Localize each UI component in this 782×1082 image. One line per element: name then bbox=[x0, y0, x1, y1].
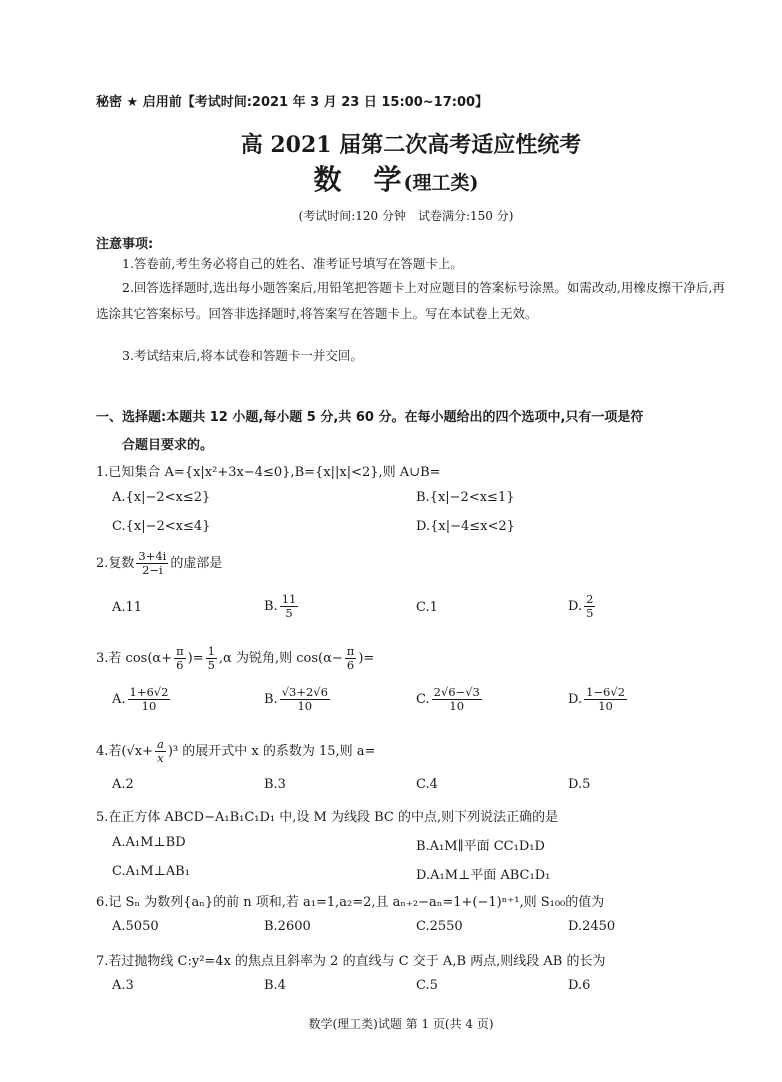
q3-frac-3 bbox=[345, 645, 357, 672]
q2-d-den: 5 bbox=[586, 606, 594, 620]
q3-a-frac bbox=[128, 686, 171, 713]
q3-b-frac bbox=[280, 686, 330, 713]
q1-option-d: D.{x|−4≤x<2} bbox=[416, 519, 515, 534]
q2-pre: 2.复数 bbox=[96, 556, 135, 571]
q7-option-c: C.5 bbox=[416, 978, 438, 993]
q7-option-d: D.6 bbox=[568, 978, 591, 993]
q1-option-c: C.{x|−2<x≤4} bbox=[112, 519, 211, 534]
section-line-2: 合题目要求的。 bbox=[122, 438, 214, 453]
q2-option-a: A.11 bbox=[112, 600, 143, 615]
q6-option-c: C.2550 bbox=[416, 919, 463, 934]
q4-option-b: B.3 bbox=[264, 777, 286, 792]
q4-x-var: x bbox=[157, 751, 164, 765]
q3-five: 5 bbox=[207, 658, 215, 672]
question-2-stem bbox=[96, 550, 222, 577]
q4-option-c: C.4 bbox=[416, 777, 438, 792]
q3-one: 1 bbox=[207, 644, 215, 658]
q1-option-b: B.{x|−2<x≤1} bbox=[416, 490, 515, 505]
q3-frac-2 bbox=[206, 645, 217, 672]
question-6-stem: 6.记 Sₙ 为数列{aₙ}的前 n 项和,若 a₁=1,a₂=2,且 aₙ₊₂−aₙ=1+(−1)ⁿ⁺¹,则 S₁₀₀的值为 bbox=[96, 895, 605, 910]
q3-b-pre: B. bbox=[264, 692, 278, 707]
q2-option-d bbox=[568, 593, 597, 620]
question-1-stem: 1.已知集合 A={x|x²+3x−4≤0},B={x||x|<2},则 A∪B= bbox=[96, 465, 441, 480]
q2-b-frac bbox=[280, 593, 299, 620]
q2-d-frac bbox=[584, 593, 595, 620]
q3-c-frac bbox=[432, 686, 482, 713]
q5-option-c: C.A₁M⊥AB₁ bbox=[112, 864, 190, 879]
q3-pi-1: π bbox=[176, 644, 184, 658]
q3-pre: 3.若 cos(α+ bbox=[96, 651, 173, 666]
q3-pi-2: π bbox=[346, 644, 355, 658]
q5-option-a: A.A₁M⊥BD bbox=[112, 835, 186, 850]
q3-a-den: 10 bbox=[141, 699, 157, 713]
q3-d-pre: D. bbox=[568, 692, 583, 707]
q2-den: 2−i bbox=[142, 563, 163, 577]
q6-option-a: A.5050 bbox=[112, 919, 159, 934]
q2-fraction bbox=[136, 550, 168, 577]
q3-frac-1 bbox=[174, 645, 186, 672]
q3-post: ,α 为锐角,则 cos(α− bbox=[218, 651, 343, 666]
question-5-stem: 5.在正方体 ABCD−A₁B₁C₁D₁ 中,设 M 为线段 BC 的中点,则下列说法正确的是 bbox=[96, 810, 559, 825]
subject-name: 数 学 bbox=[313, 163, 404, 196]
q4-a-var: a bbox=[156, 737, 164, 751]
q3-six-2: 6 bbox=[346, 658, 355, 672]
q7-option-b: B.4 bbox=[264, 978, 286, 993]
q3-c-num: 2√6−√3 bbox=[433, 685, 480, 699]
q3-d-frac bbox=[584, 686, 627, 713]
q4-frac bbox=[155, 738, 166, 765]
q2-d-pre: D. bbox=[568, 599, 583, 614]
q2-option-c: C.1 bbox=[416, 600, 438, 615]
secret-line: 秘密 ★ 启用前【考试时间:2021 年 3 月 23 日 15:00~17:00】 bbox=[96, 95, 489, 110]
q3-b-den: 10 bbox=[297, 699, 313, 713]
q4-post: )³ 的展开式中 x 的系数为 15,则 a= bbox=[167, 744, 376, 759]
q4-option-d: D.5 bbox=[568, 777, 591, 792]
exam-title: 高 2021 届第二次高考适应性统考 bbox=[240, 132, 582, 158]
section-heading bbox=[96, 404, 736, 460]
q2-d-num: 2 bbox=[586, 592, 594, 606]
q3-six-1: 6 bbox=[176, 658, 184, 672]
q6-option-b: B.2600 bbox=[264, 919, 311, 934]
question-4-stem bbox=[96, 738, 375, 765]
q2-b-pre: B. bbox=[264, 599, 278, 614]
notice-heading: 注意事项: bbox=[96, 237, 154, 252]
q2-option-b bbox=[264, 593, 300, 620]
q2-post: 的虚部是 bbox=[170, 556, 223, 571]
q3-a-num: 1+6√2 bbox=[129, 685, 169, 699]
q3-option-a bbox=[112, 686, 172, 713]
q6-option-d: D.2450 bbox=[568, 919, 616, 934]
q1-option-a: A.{x|−2<x≤2} bbox=[112, 490, 211, 505]
q3-c-pre: C. bbox=[416, 692, 430, 707]
q2-num: 3+4i bbox=[138, 549, 167, 563]
q5-option-b: B.A₁M∥平面 CC₁D₁D bbox=[416, 839, 545, 854]
q7-option-a: A.3 bbox=[112, 978, 134, 993]
q3-c-den: 10 bbox=[449, 699, 465, 713]
subject-sub: (理工类) bbox=[403, 172, 479, 194]
time-info: (考试时间:120 分钟 试卷满分:150 分) bbox=[298, 209, 514, 223]
notice-item-1: 1.答卷前,考生务必将自己的姓名、准考证号填写在答题卡上。 bbox=[122, 256, 463, 271]
question-7-stem: 7.若过抛物线 C:y²=4x 的焦点且斜率为 2 的直线与 C 交于 A,B 两点,则线段 AB 的长为 bbox=[96, 954, 606, 969]
q2-b-den: 5 bbox=[285, 606, 293, 620]
q3-b-num: √3+2√6 bbox=[281, 685, 328, 699]
notice-item-2: 2.回答选择题时,选出每小题答案后,用铅笔把答题卡上对应题目的答案标号涂黑。如需改动,用橡皮擦干净后,再选涂其它答案标号。回答非选择题时,将答案写在答题卡上。写在本试卷上无效。 bbox=[96, 280, 725, 321]
notice-item-3: 3.考试结束后,将本试卷和答题卡一并交回。 bbox=[122, 348, 363, 363]
q2-b-num: 11 bbox=[281, 592, 297, 606]
q3-option-b bbox=[264, 686, 332, 713]
q3-option-d bbox=[568, 686, 629, 713]
q4-pre: 4.若(√x+ bbox=[96, 744, 153, 759]
page-footer: 数学(理工类)试题 第 1 页(共 4 页) bbox=[308, 1017, 494, 1031]
subject-title bbox=[0, 158, 782, 198]
q3-d-num: 1−6√2 bbox=[586, 685, 626, 699]
question-3-stem bbox=[96, 645, 374, 672]
q5-option-d: D.A₁M⊥平面 ABC₁D₁ bbox=[416, 868, 551, 883]
q3-d-den: 10 bbox=[598, 699, 613, 713]
q3-mid: )= bbox=[187, 651, 204, 666]
q3-end: )= bbox=[358, 651, 375, 666]
q4-option-a: A.2 bbox=[112, 777, 134, 792]
q3-a-pre: A. bbox=[112, 692, 126, 707]
section-line-1: 一、选择题:本题共 12 小题,每小题 5 分,共 60 分。在每小题给出的四个选项中,只有一项是符 bbox=[96, 410, 644, 425]
q3-option-c bbox=[416, 686, 484, 713]
